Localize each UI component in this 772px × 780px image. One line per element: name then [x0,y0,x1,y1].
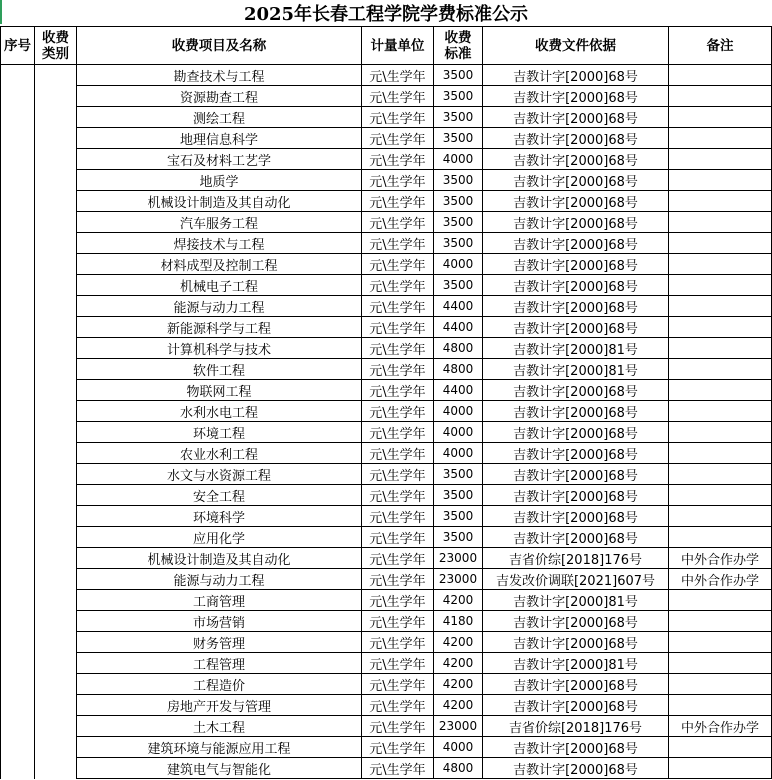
note-cell: 中外合作办学 [669,548,772,569]
unit-cell: 元\生学年 [362,716,434,737]
note-cell [669,632,772,653]
item-name-cell: 机械设计制造及其自动化 [77,548,362,569]
basis-cell: 吉教计字[2000]81号 [483,590,669,611]
note-cell [669,527,772,548]
note-cell: 中外合作办学 [669,716,772,737]
item-name-cell: 应用化学 [77,527,362,548]
table-row [1,695,772,716]
table-row [1,401,772,422]
unit-cell: 元\生学年 [362,422,434,443]
fee-cell: 4800 [434,338,483,359]
item-name-cell: 水文与水资源工程 [77,464,362,485]
basis-cell: 吉教计字[2000]68号 [483,296,669,317]
table-row [1,548,772,569]
table-row [1,653,772,674]
fee-cell: 4200 [434,590,483,611]
basis-cell: 吉教计字[2000]81号 [483,653,669,674]
note-cell [669,86,772,107]
item-name-cell: 环境科学 [77,506,362,527]
table-row [1,107,772,128]
fee-cell: 4400 [434,380,483,401]
note-cell [669,170,772,191]
basis-cell: 吉教计字[2000]68号 [483,632,669,653]
table-row [1,149,772,170]
table-row [1,464,772,485]
table-row [1,65,772,86]
header-row [1,27,772,65]
note-cell [669,422,772,443]
basis-cell: 吉省价综[2018]176号 [483,548,669,569]
item-name-cell: 软件工程 [77,359,362,380]
fee-cell: 3500 [434,107,483,128]
basis-cell: 吉教计字[2000]68号 [483,149,669,170]
item-name-cell: 勘查技术与工程 [77,65,362,86]
note-cell [669,359,772,380]
item-name-cell: 地质学 [77,170,362,191]
fee-table [0,26,772,779]
unit-cell: 元\生学年 [362,527,434,548]
basis-cell: 吉教计字[2000]68号 [483,65,669,86]
unit-cell: 元\生学年 [362,485,434,506]
table-row [1,716,772,737]
basis-cell: 吉教计字[2000]68号 [483,737,669,758]
item-name-cell: 环境工程 [77,422,362,443]
unit-cell: 元\生学年 [362,506,434,527]
table-row [1,254,772,275]
basis-cell: 吉教计字[2000]68号 [483,128,669,149]
table-row [1,212,772,233]
header-fee-line1: 收费 [444,29,472,46]
note-cell [669,338,772,359]
table-row [1,443,772,464]
note-cell [669,506,772,527]
table-row [1,611,772,632]
basis-cell: 吉教计字[2000]68号 [483,485,669,506]
table-row [1,422,772,443]
basis-cell: 吉教计字[2000]68号 [483,464,669,485]
fee-cell: 23000 [434,716,483,737]
unit-cell: 元\生学年 [362,338,434,359]
basis-cell: 吉教计字[2000]68号 [483,86,669,107]
header-fee-line2: 标准 [444,45,472,62]
item-name-cell: 机械电子工程 [77,275,362,296]
basis-cell: 吉教计字[2000]68号 [483,275,669,296]
table-row [1,506,772,527]
table-row [1,170,772,191]
note-cell [669,254,772,275]
table-row [1,527,772,548]
item-name-cell: 物联网工程 [77,380,362,401]
fee-cell: 4000 [434,401,483,422]
fee-cell: 3500 [434,212,483,233]
basis-cell: 吉省价综[2018]176号 [483,716,669,737]
fee-cell: 3500 [434,527,483,548]
table-row [1,317,772,338]
item-name-cell: 水利水电工程 [77,401,362,422]
basis-cell: 吉教计字[2000]68号 [483,674,669,695]
table-row [1,485,772,506]
table-row [1,758,772,779]
unit-cell: 元\生学年 [362,548,434,569]
note-cell [669,191,772,212]
note-cell [669,611,772,632]
item-name-cell: 材料成型及控制工程 [77,254,362,275]
fee-cell: 3500 [434,191,483,212]
fee-cell: 3500 [434,128,483,149]
item-name-cell: 市场营销 [77,611,362,632]
unit-cell: 元\生学年 [362,653,434,674]
item-name-cell: 农业水利工程 [77,443,362,464]
fee-cell: 4200 [434,632,483,653]
header-seq: 序号 [1,27,35,65]
table-row [1,86,772,107]
basis-cell: 吉教计字[2000]68号 [483,107,669,128]
basis-cell: 吉教计字[2000]68号 [483,401,669,422]
note-cell [669,128,772,149]
fee-cell: 3500 [434,275,483,296]
table-row [1,632,772,653]
table-row [1,359,772,380]
unit-cell: 元\生学年 [362,170,434,191]
basis-cell: 吉教计字[2000]68号 [483,527,669,548]
unit-cell: 元\生学年 [362,107,434,128]
table-row [1,674,772,695]
table-row [1,275,772,296]
fee-cell: 23000 [434,569,483,590]
note-cell [669,107,772,128]
unit-cell: 元\生学年 [362,380,434,401]
fee-cell: 4200 [434,695,483,716]
unit-cell: 元\生学年 [362,632,434,653]
table-row [1,380,772,401]
document-title: 2025年长春工程学院学费标准公示 [243,4,529,25]
basis-cell: 吉教计字[2000]68号 [483,611,669,632]
unit-cell: 元\生学年 [362,695,434,716]
item-name-cell: 焊接技术与工程 [77,233,362,254]
fee-cell: 4800 [434,359,483,380]
note-cell [669,590,772,611]
table-row [1,191,772,212]
basis-cell: 吉教计字[2000]68号 [483,506,669,527]
unit-cell: 元\生学年 [362,296,434,317]
note-cell [669,275,772,296]
item-name-cell: 工程造价 [77,674,362,695]
item-name-cell: 资源勘查工程 [77,86,362,107]
note-cell [669,464,772,485]
header-item: 收费项目及名称 [77,27,362,65]
unit-cell: 元\生学年 [362,254,434,275]
basis-cell: 吉教计字[2000]68号 [483,191,669,212]
item-name-cell: 机械设计制造及其自动化 [77,191,362,212]
unit-cell: 元\生学年 [362,464,434,485]
unit-cell: 元\生学年 [362,569,434,590]
unit-cell: 元\生学年 [362,317,434,338]
item-name-cell: 土木工程 [77,716,362,737]
fee-cell: 3500 [434,464,483,485]
basis-cell: 吉教计字[2000]81号 [483,338,669,359]
item-name-cell: 工商管理 [77,590,362,611]
basis-cell: 吉教计字[2000]68号 [483,422,669,443]
unit-cell: 元\生学年 [362,359,434,380]
fee-cell: 4400 [434,296,483,317]
fee-cell: 4000 [434,422,483,443]
unit-cell: 元\生学年 [362,275,434,296]
table-row [1,338,772,359]
note-cell [669,233,772,254]
unit-cell: 元\生学年 [362,611,434,632]
item-name-cell: 汽车服务工程 [77,212,362,233]
basis-cell: 吉教计字[2000]68号 [483,233,669,254]
table-body [1,65,772,779]
basis-cell: 吉教计字[2000]81号 [483,359,669,380]
basis-cell: 吉教计字[2000]68号 [483,254,669,275]
item-name-cell: 新能源科学与工程 [77,317,362,338]
note-cell: 中外合作办学 [669,569,772,590]
item-name-cell: 宝石及材料工艺学 [77,149,362,170]
header-fee [434,27,483,65]
table-row [1,296,772,317]
fee-cell: 23000 [434,548,483,569]
item-name-cell: 建筑电气与智能化 [77,758,362,779]
note-cell [669,443,772,464]
fee-cell: 3500 [434,170,483,191]
basis-cell: 吉教计字[2000]68号 [483,443,669,464]
header-unit: 计量单位 [362,27,434,65]
note-cell [669,758,772,779]
basis-cell: 吉教计字[2000]68号 [483,317,669,338]
unit-cell: 元\生学年 [362,191,434,212]
table-row [1,737,772,758]
note-cell [669,485,772,506]
unit-cell: 元\生学年 [362,590,434,611]
note-cell [669,695,772,716]
table-row [1,128,772,149]
header-category [35,27,77,65]
fee-cell: 4200 [434,653,483,674]
unit-cell: 元\生学年 [362,737,434,758]
fee-cell: 4800 [434,758,483,779]
fee-cell: 4200 [434,674,483,695]
note-cell [669,317,772,338]
note-cell [669,401,772,422]
item-name-cell: 能源与动力工程 [77,569,362,590]
item-name-cell: 建筑环境与能源应用工程 [77,737,362,758]
header-basis: 收费文件依据 [483,27,669,65]
note-cell [669,380,772,401]
fee-cell: 4000 [434,149,483,170]
basis-cell: 吉教计字[2000]68号 [483,758,669,779]
table-row [1,569,772,590]
fee-cell: 3500 [434,506,483,527]
item-name-cell: 工程管理 [77,653,362,674]
fee-cell: 4400 [434,317,483,338]
fee-cell: 4180 [434,611,483,632]
unit-cell: 元\生学年 [362,65,434,86]
table-row [1,590,772,611]
basis-cell: 吉教计字[2000]68号 [483,170,669,191]
item-name-cell: 房地产开发与管理 [77,695,362,716]
note-cell [669,149,772,170]
unit-cell: 元\生学年 [362,674,434,695]
unit-cell: 元\生学年 [362,443,434,464]
category-cell [35,65,77,779]
header-category-line2: 类别 [42,45,69,62]
basis-cell: 吉发改价调联[2021]607号 [483,569,669,590]
unit-cell: 元\生学年 [362,128,434,149]
unit-cell: 元\生学年 [362,86,434,107]
note-cell [669,737,772,758]
fee-cell: 4000 [434,254,483,275]
note-cell [669,653,772,674]
basis-cell: 吉教计字[2000]68号 [483,212,669,233]
unit-cell: 元\生学年 [362,758,434,779]
header-note: 备注 [669,27,772,65]
item-name-cell: 能源与动力工程 [77,296,362,317]
unit-cell: 元\生学年 [362,212,434,233]
unit-cell: 元\生学年 [362,149,434,170]
fee-cell: 3500 [434,233,483,254]
fee-cell: 4000 [434,443,483,464]
fee-cell: 3500 [434,65,483,86]
basis-cell: 吉教计字[2000]68号 [483,695,669,716]
note-cell [669,212,772,233]
fee-cell: 3500 [434,86,483,107]
note-cell [669,296,772,317]
fee-cell: 3500 [434,485,483,506]
header-category-line1: 收费 [42,29,69,46]
unit-cell: 元\生学年 [362,401,434,422]
item-name-cell: 安全工程 [77,485,362,506]
note-cell [669,674,772,695]
table-row [1,233,772,254]
item-name-cell: 计算机科学与技术 [77,338,362,359]
item-name-cell: 财务管理 [77,632,362,653]
unit-cell: 元\生学年 [362,233,434,254]
item-name-cell: 地理信息科学 [77,128,362,149]
note-cell [669,65,772,86]
fee-cell: 4000 [434,737,483,758]
item-name-cell: 测绘工程 [77,107,362,128]
basis-cell: 吉教计字[2000]68号 [483,380,669,401]
seq-cell [1,65,35,779]
